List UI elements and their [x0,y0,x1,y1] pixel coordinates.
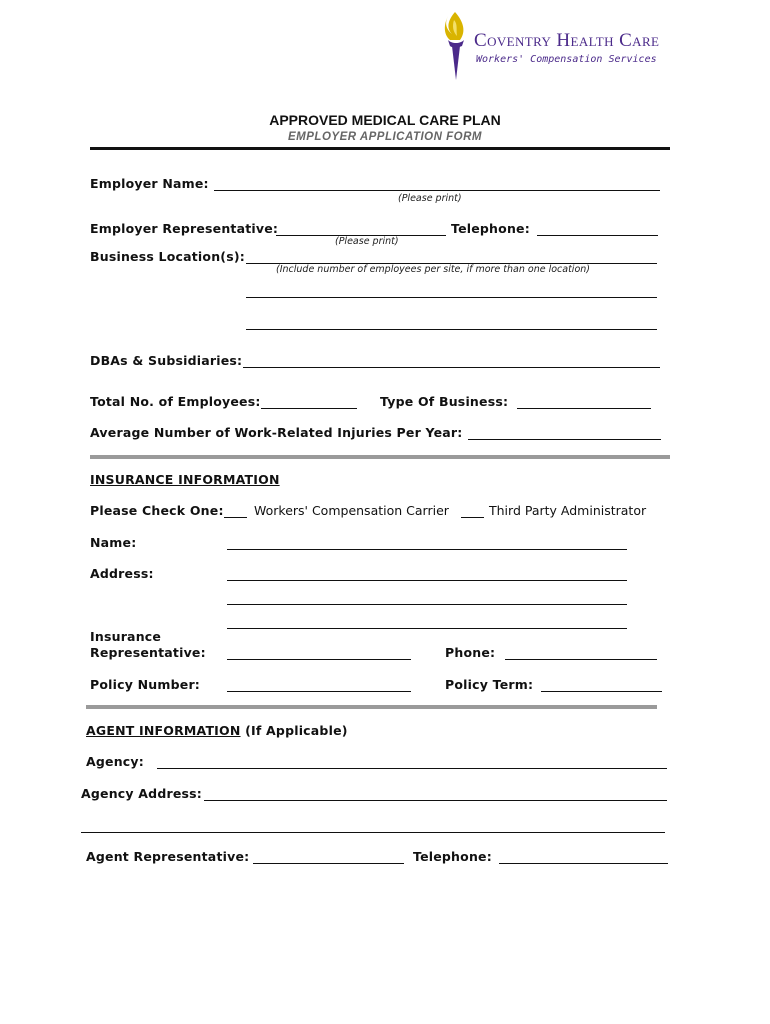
employer-telephone-label: Telephone: [451,221,530,236]
insurance-address-label: Address: [90,566,154,581]
type-of-business-label: Type Of Business: [380,394,509,409]
section-divider-agent [86,705,657,709]
insurance-phone-label: Phone: [445,645,496,660]
carrier-checkbox[interactable] [224,517,247,518]
avg-injuries-label: Average Number of Work-Related Injuries Per Year: [90,425,463,440]
employer-telephone-field[interactable] [537,235,658,236]
employer-name-note: (Please print) [398,193,462,204]
employer-name-label: Employer Name: [90,176,209,191]
policy-term-label: Policy Term: [445,677,534,692]
business-location-field-3[interactable] [246,329,657,330]
insurance-address-field-2[interactable] [227,604,627,605]
agent-heading: AGENT INFORMATION [86,723,241,738]
logo-subtitle: Workers' Compensation Services [476,54,657,65]
torch-icon [438,10,472,82]
insurance-rep-label-line2: Representative: [90,645,206,660]
agency-address-field-2[interactable] [81,832,665,833]
header-divider [90,147,670,150]
insurance-heading: INSURANCE INFORMATION [90,472,280,487]
insurance-name-label: Name: [90,535,137,550]
business-location-field-2[interactable] [246,297,657,298]
total-employees-field[interactable] [261,408,357,409]
insurance-name-field[interactable] [227,549,627,550]
policy-number-label: Policy Number: [90,677,201,692]
agency-address-field-1[interactable] [204,800,667,801]
dbas-label: DBAs & Subsidiaries: [90,353,243,368]
employer-representative-note: (Please print) [335,236,399,247]
agent-heading-suffix: (If Applicable) [245,723,348,738]
agency-address-label: Agency Address: [81,786,202,801]
company-logo [438,10,688,82]
insurance-rep-label-line1: Insurance [90,629,162,644]
agent-rep-label: Agent Representative: [86,849,250,864]
insurance-address-field-3[interactable] [227,628,627,629]
total-employees-label: Total No. of Employees: [90,394,261,409]
check-one-label: Please Check One: [90,503,224,518]
business-location-note: (Include number of employees per site, if more than one location) [276,264,590,275]
policy-number-field[interactable] [227,691,411,692]
dbas-field[interactable] [243,367,660,368]
policy-term-field[interactable] [541,691,662,692]
insurance-phone-field[interactable] [505,659,657,660]
type-of-business-field[interactable] [517,408,651,409]
tpa-option-label: Third Party Administrator [489,503,647,518]
insurance-address-field-1[interactable] [227,580,627,581]
agency-field[interactable] [157,768,667,769]
tpa-checkbox[interactable] [461,517,484,518]
agent-heading-wrapper [86,723,348,738]
carrier-option-label: Workers' Compensation Carrier [254,503,449,518]
form-subtitle: EMPLOYER APPLICATION FORM [288,131,482,143]
avg-injuries-field[interactable] [468,439,661,440]
agency-label: Agency: [86,754,144,769]
business-location-label: Business Location(s): [90,249,245,264]
employer-representative-label: Employer Representative: [90,221,279,236]
agent-telephone-field[interactable] [499,863,668,864]
agent-telephone-label: Telephone: [413,849,492,864]
section-divider-insurance [90,455,670,459]
employer-name-field[interactable] [214,190,660,191]
form-title: APPROVED MEDICAL CARE PLAN [269,112,501,128]
agent-rep-field[interactable] [253,863,404,864]
insurance-rep-field[interactable] [227,659,411,660]
logo-company-name: Coventry Health Care [474,30,660,51]
